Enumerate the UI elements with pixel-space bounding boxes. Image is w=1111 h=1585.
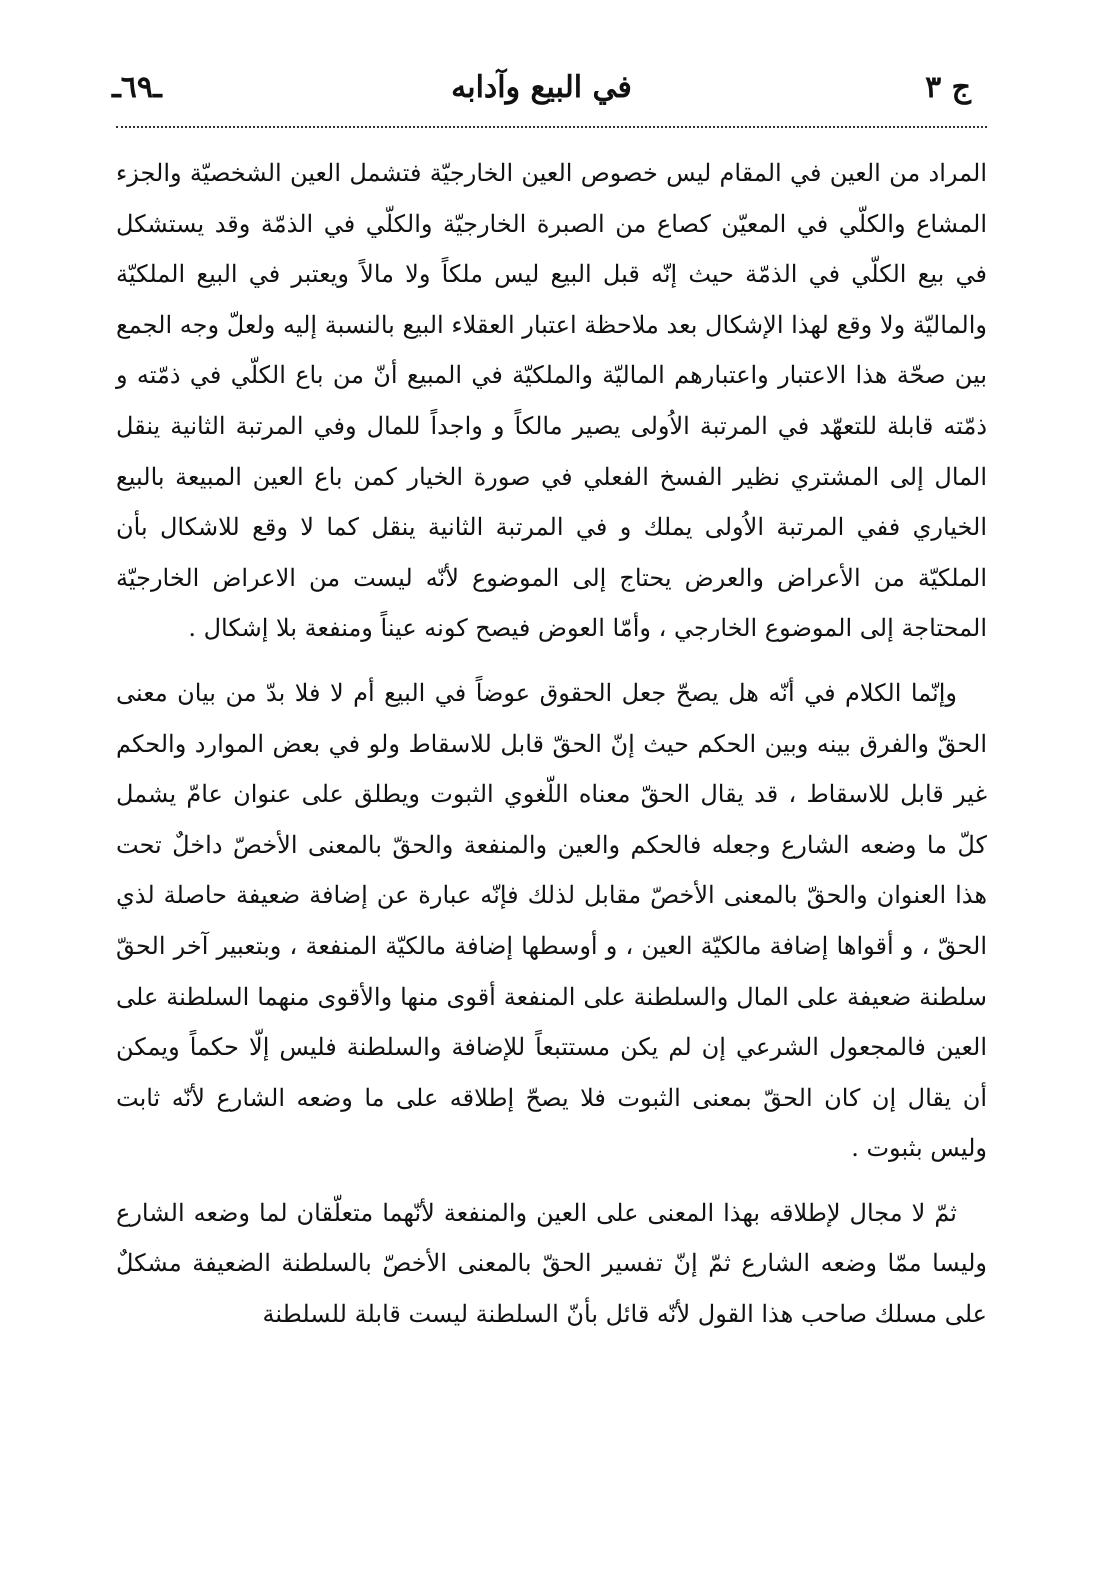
header-divider: [116, 126, 987, 128]
chapter-title: في البيع وآدابه: [451, 70, 632, 105]
body-text: [116, 148, 987, 1340]
paragraph-3: ثمّ لا مجال لإطلاقه بهذا المعنى على العين والمنفعة لأنّهما متعلّقان لما وضعه الشارع وليسا ممّا وضعه الشارع ثمّ إنّ تفسير الحقّ بالمعنى الأخصّ بالسلطنة الضعيفة مشكلٌ على مسلك صاحب هذا القول لأنّه قائل بأنّ السلطنة ليست قابلة للسلطنة: [116, 1198, 987, 1329]
running-header: [112, 66, 971, 110]
paragraph-2: وإنّما الكلام في أنّه هل يصحّ جعل الحقوق عوضاً في البيع أم لا فلا بدّ من بيان معنى الحقّ والفرق بينه وبين الحكم حيث إنّ الحقّ قابل للاسقاط ولو في بعض الموارد والحكم غير قابل للاسقاط ، قد يقال الحقّ معناه اللّغوي الثبوت ويطلق على عنوان عامّ يشمل كلّ ما وضعه الشارع وجعله فالحكم والعين والمنفعة والحقّ بالمعنى الأخصّ داخلٌ تحت هذا العنوان والحقّ بالمعنى الأخصّ مقابل لذلك فإنّه عبارة عن إضافة ضعيفة حاصلة لذي الحقّ ، و أقواها إضافة مالكيّة العين ، و أوسطها إضافة مالكيّة المنفعة ، وبتعبير آخر الحقّ سلطنة ضعيفة على المال والسلطنة على المنفعة أقوى منها والأقوى منهما السلطنة على العين فالمجعول الشرعي إن لم يكن مستتبعاً للإضافة والسلطنة فليس إلّا حكماً ويمكن أن يقال إن كان الحقّ بمعنى الثبوت فلا يصحّ إطلاقه على ما وضعه الشارع لأنّه ثابت وليس بثبوت .: [116, 678, 988, 1163]
paragraph-1: المراد من العين في المقام ليس خصوص العين الخارجيّة فتشمل العين الشخصيّة والجزء المشاع والكلّي في المعيّن كصاع من الصبرة الخارجيّة والكلّي في الذمّة وقد يستشكل في بيع الكلّي في الذمّة حيث إنّه قبل البيع ليس ملكاً ولا مالاً ويعتبر في البيع الملكيّة والماليّة ولا وقع لهذا الإشكال بعد ملاحظة اعتبار العقلاء البيع بالنسبة إليه ولعلّ وجه الجمع بين صحّة هذا الاعتبار واعتبارهم الماليّة والملكيّة في المبيع أنّ من باع الكلّي في ذمّته و ذمّته قابلة للتعهّد في المرتبة الاُولى يصير مالكاً و واجداً للمال وفي المرتبة الثانية ينقل المال إلى المشتري نظير الفسخ الفعلي في صورة الخيار كمن باع العين المبيعة بالبيع الخياري ففي المرتبة الاُولى يملك و في المرتبة الثانية ينقل كما لا وقع للاشكال بأن الملكيّة من الأعراض والعرض يحتاج إلى الموضوع لأنّه ليست من الاعراض الخارجيّة المحتاجة إلى الموضوع الخارجي ، وأمّا العوض فيصح كونه عيناً ومنفعة بلا إشكال .: [116, 159, 987, 643]
volume-label: ج ٣: [925, 70, 971, 105]
page-number: ـ٦٩ـ: [112, 70, 162, 105]
